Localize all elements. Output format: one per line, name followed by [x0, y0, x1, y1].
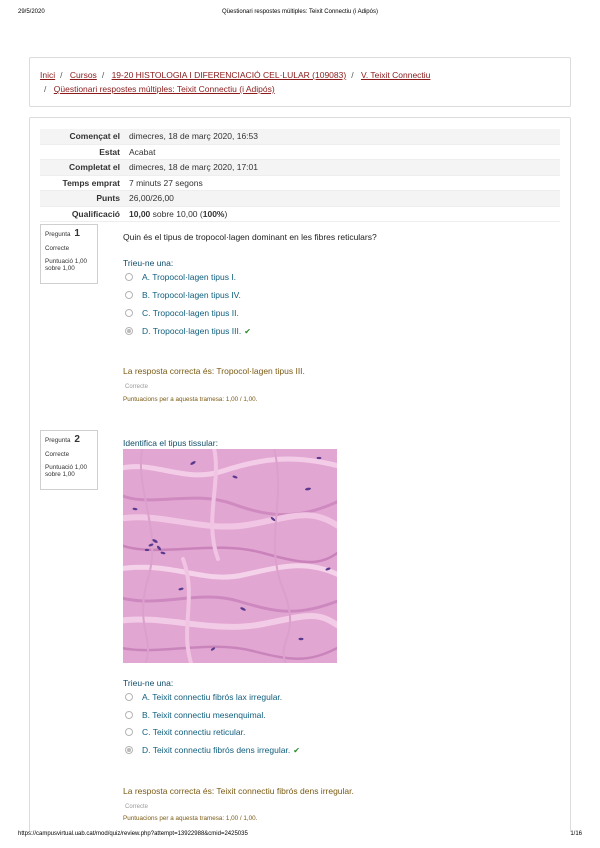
print-title: Qüestionari respostes múltiples: Teixit Connectiu (i Adipós) [222, 9, 378, 15]
summary-row: Completat el dimecres, 18 de març 2020, 17:01 [40, 160, 560, 176]
summary-row: Estat Acabat [40, 145, 560, 161]
histology-micrograph [123, 449, 337, 663]
question-number: 2 [74, 434, 80, 445]
marks-text: Puntuacions per a aquesta tramesa: 1,00 / 1,00. [123, 815, 258, 822]
grade-score: 10,00 [129, 208, 151, 219]
breadcrumb-separator: / [44, 84, 47, 94]
summary-row: Temps emprat 7 minuts 27 segons [40, 176, 560, 192]
answer-option-c[interactable]: C. Tropocol·lagen tipus II. [125, 308, 239, 318]
summary-row: Punts 26,00/26,00 [40, 191, 560, 207]
radio-button[interactable] [125, 693, 133, 701]
page-number: 1/16 [570, 831, 582, 837]
question-text: Identifica el tipus tissular: [123, 438, 218, 448]
answer-option-b[interactable]: B. Teixit connectiu mesenquimal. [125, 710, 266, 720]
breadcrumb-separator: / [101, 70, 105, 80]
breadcrumb-inici[interactable]: Inici [40, 70, 56, 80]
summary-row: Començat el dimecres, 18 de març 2020, 16:53 [40, 129, 560, 145]
question-info-2: Pregunta 2 Correcte Puntuació 1,00 sobre 1,00 [40, 430, 98, 490]
radio-button-selected[interactable] [125, 327, 133, 335]
choose-one-label: Trieu-ne una: [123, 678, 174, 688]
histology-image [123, 449, 337, 663]
attempt-summary-table [40, 129, 560, 222]
radio-button[interactable] [125, 309, 133, 317]
summary-row-grade: Qualificació 10,00 sobre 10,00 (100%) [40, 207, 560, 223]
grade-percent: 100% [202, 208, 225, 219]
print-url: https://campusvirtual.uab.cat/mod/quiz/review.php?attempt=13922988&cmid=2425035 [18, 831, 248, 837]
question-state: Correcte [45, 245, 70, 252]
feedback-state: Correcte [125, 804, 149, 810]
breadcrumb-quiz[interactable]: Qüestionari respostes múltiples: Teixit Connectiu (i Adipós) [53, 84, 275, 94]
answer-option-a[interactable]: A. Teixit connectiu fibrós lax irregular. [125, 692, 282, 702]
radio-button[interactable] [125, 728, 133, 736]
breadcrumb-separator: / [351, 70, 354, 80]
radio-button[interactable] [125, 711, 133, 719]
radio-button[interactable] [125, 273, 133, 281]
breadcrumb-cursos[interactable]: Cursos [69, 70, 97, 80]
answer-option-d[interactable]: D. Teixit connectiu fibrós dens irregular. ✔ [125, 745, 300, 755]
feedback-state: Correcte [125, 384, 149, 390]
marks-text: Puntuacions per a aquesta tramesa: 1,00 / 1,00. [123, 396, 258, 403]
question-number: 1 [74, 228, 80, 239]
radio-button-selected[interactable] [125, 746, 133, 754]
answer-option-c[interactable]: C. Teixit connectiu reticular. [125, 727, 245, 737]
question-score: Puntuació 1,00 sobre 1,00 [45, 464, 88, 478]
breadcrumb-separator: / [60, 70, 63, 80]
correct-answer-text: La resposta correcta és: Teixit connectiu fibrós dens irregular. [123, 786, 354, 796]
question-info-1: Pregunta 1 Correcte Puntuació 1,00 sobre 1,00 [40, 224, 98, 284]
print-date: 29/5/2020 [18, 9, 45, 15]
answer-option-a[interactable]: A. Tropocol·lagen tipus I. [125, 272, 236, 282]
breadcrumb-course[interactable]: 19-20 HISTOLOGIA I DIFERENCIACIÓ CEL·LULAR (109083) [111, 70, 347, 80]
choose-one-label: Trieu-ne una: [123, 258, 174, 268]
correct-answer-text: La resposta correcta és: Tropocol·lagen tipus III. [123, 366, 305, 376]
question-text: Quin és el tipus de tropocol·lagen dominant en les fibres reticulars? [123, 232, 377, 242]
answer-option-d[interactable]: D. Tropocol·lagen tipus III. ✔ [125, 326, 251, 336]
breadcrumb-section[interactable]: V. Teixit Connectiu [360, 70, 431, 80]
question-score: Puntuació 1,00 sobre 1,00 [45, 258, 88, 272]
question-state: Correcte [45, 451, 70, 458]
answer-option-b[interactable]: B. Tropocol·lagen tipus IV. [125, 290, 241, 300]
checkmark-icon: ✔ [293, 745, 300, 755]
checkmark-icon: ✔ [244, 326, 251, 336]
radio-button[interactable] [125, 291, 133, 299]
breadcrumb [29, 57, 571, 107]
